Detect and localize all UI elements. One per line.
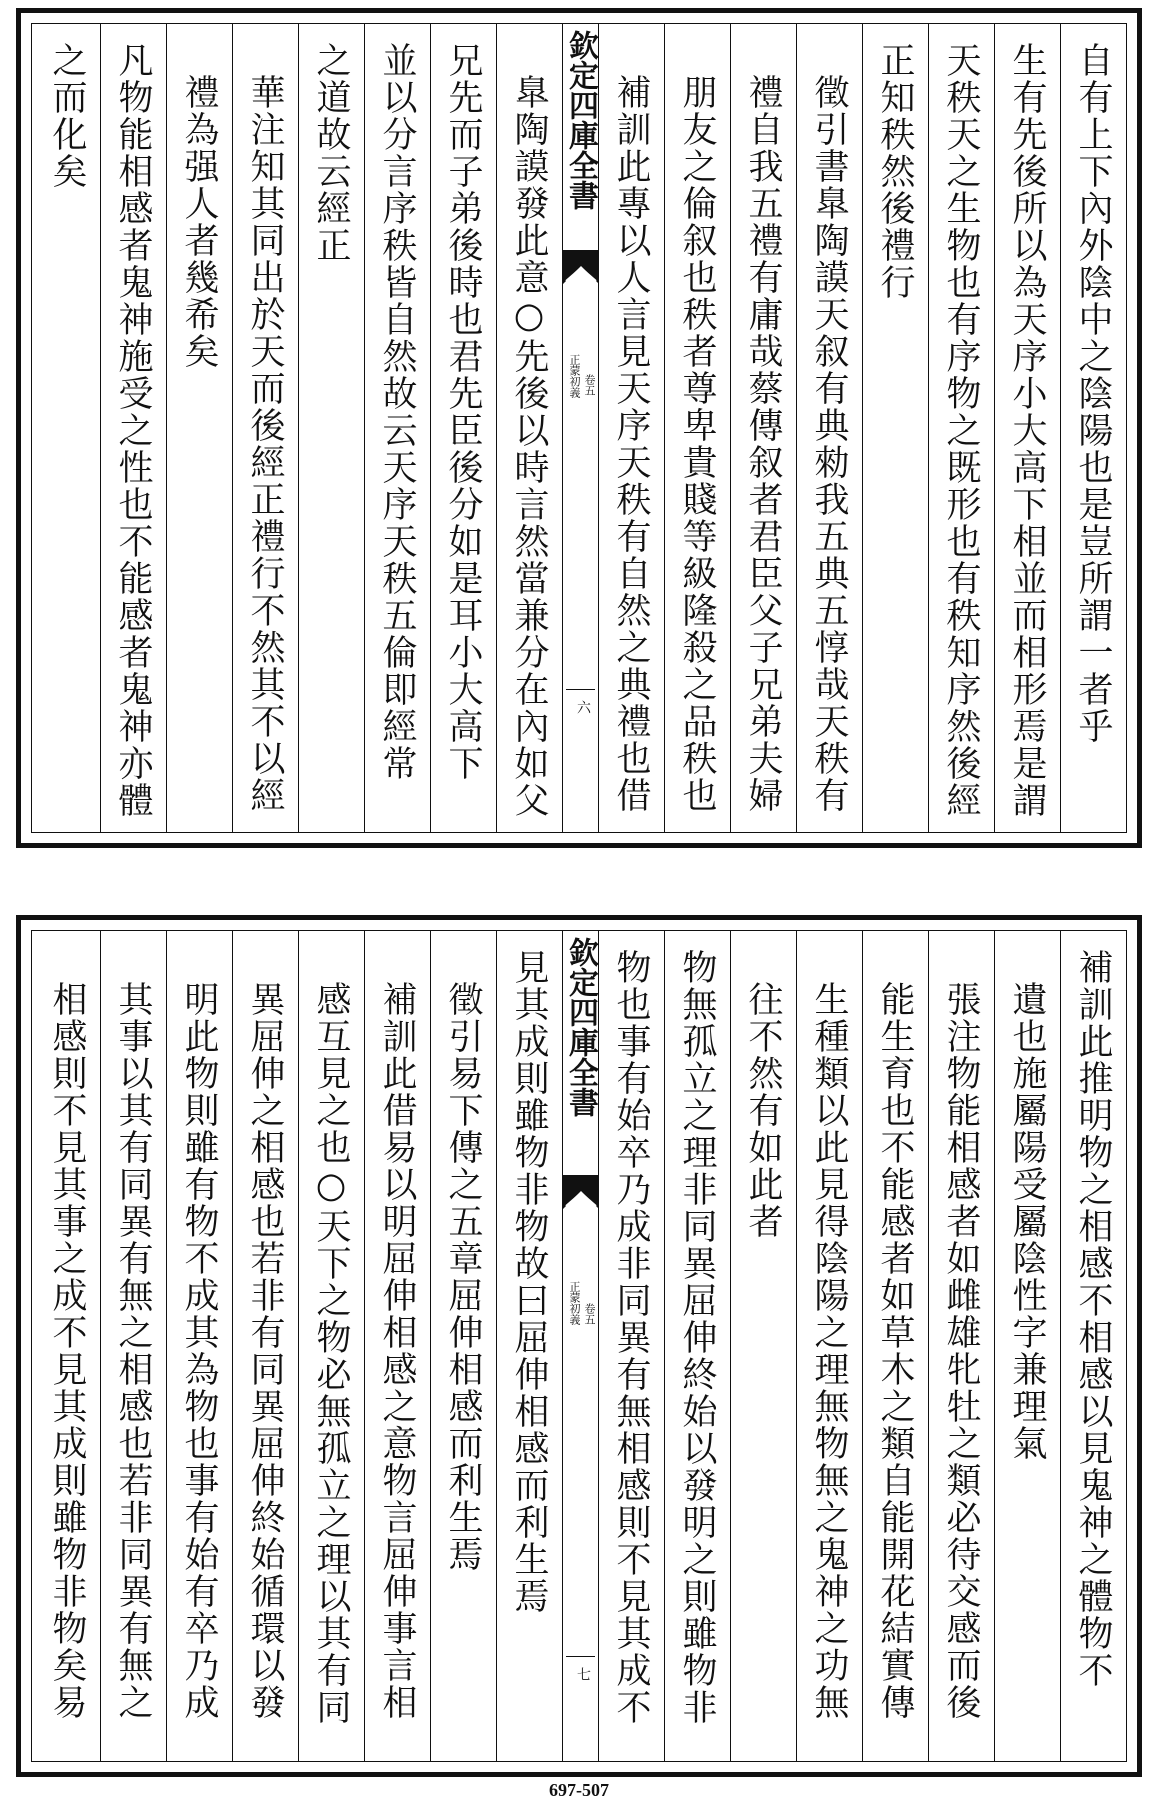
text-column: 徵引書臯陶謨天叙有典勑我五典五惇哉天秩有: [796, 24, 862, 832]
text-column: 正知秩然後禮行: [862, 24, 928, 832]
text-column: 補訓此借易以明屈伸相感之意物言屈伸事言相: [364, 931, 430, 1761]
text-column: 感互見之也○天下之物必無孤立之理以其有同: [298, 931, 364, 1761]
text-column: 並以分言序秩皆自然故云天序天秩五倫即經常: [364, 24, 430, 832]
text-column: 禮為强人者幾希矣: [166, 24, 232, 832]
text-column: 能生育也不能感者如草木之類自能開花結實傳: [862, 931, 928, 1761]
leaf-number: 七: [575, 1667, 591, 1681]
text-column: 見其成則雖物非物故曰屈伸相感而利生焉: [496, 931, 562, 1761]
text-grid-bottom: [31, 930, 1127, 1762]
text-column: 臯陶謨發此意○先後以時言然當兼分在內如父: [496, 24, 562, 832]
text-column: 之而化矣: [47, 42, 87, 190]
fishtail-mark-icon: [563, 1175, 599, 1209]
center-banner: [562, 24, 598, 832]
text-column: 凡物能相感者鬼神施受之性也不能感者鬼神亦體: [100, 24, 166, 832]
text-column: 朋友之倫叙也秩者尊卑貴賤等級隆殺之品秩也: [664, 24, 730, 832]
text-column: 補訓此推明物之相感不相感以見鬼神之體物不: [1060, 931, 1126, 1761]
text-column: 華注知其同出於天而後經正禮行不然其不以經: [232, 24, 298, 832]
text-column: 生種類以此見得陰陽之理無物無之鬼神之功無: [796, 931, 862, 1761]
text-column: 兄先而子弟後時也君先臣後分如是耳小大高下: [430, 24, 496, 832]
page-bottom: [16, 915, 1142, 1777]
banner-rule: [566, 689, 595, 690]
book-subtitle: 正蒙初義: [568, 1281, 581, 1325]
text-column: 生有先後所以為天序小大高下相並而相形焉是謂: [994, 24, 1060, 832]
volume-label: 卷五: [583, 374, 596, 396]
center-banner: [562, 931, 598, 1761]
book-title: 欽定四庫全書: [563, 30, 598, 210]
text-column: 明此物則雖有物不成其為物也事有始有卒乃成: [166, 931, 232, 1761]
text-grid-top: [31, 23, 1127, 833]
book-title: 欽定四庫全書: [563, 937, 598, 1117]
fishtail-mark-icon: [563, 250, 599, 284]
text-column: 之道故云經正: [298, 24, 364, 832]
text-column: 天秩天之生物也有序物之既形也有秩知序然後經: [928, 24, 994, 832]
book-subtitle: 正蒙初義: [568, 354, 581, 398]
page-top: [16, 8, 1142, 848]
text-column: 徵引易下傳之五章屈伸相感而利生焉: [430, 931, 496, 1761]
text-column: 遺也施屬陽受屬陰性字兼理氣: [994, 931, 1060, 1761]
text-column: 其事以其有同異有無之相感也若非同異有無之: [100, 931, 166, 1761]
banner-rule: [566, 1656, 595, 1657]
text-column: 補訓此專以人言見天序天秩有自然之典禮也借: [598, 24, 664, 832]
page-number: 697-507: [549, 1780, 609, 1800]
text-column: 禮自我五禮有庸哉蔡傳叙者君臣父子兄弟夫婦: [730, 24, 796, 832]
text-column: 往不然有如此者: [730, 931, 796, 1761]
text-column: 物無孤立之理非同異屈伸終始以發明之則雖物非: [664, 931, 730, 1761]
text-column: 異屈伸之相感也若非有同異屈伸終始循環以發: [232, 931, 298, 1761]
text-column: 相感則不見其事之成不見其成則雖物非物矣易: [47, 981, 87, 1721]
text-column: 物也事有始卒乃成非同異有無相感則不見其成不: [598, 931, 664, 1761]
volume-label: 卷五: [583, 1303, 596, 1325]
text-column: 自有上下內外陰中之陰陽也是豈所謂一者乎: [1060, 24, 1126, 832]
text-column: 張注物能相感者如雌雄牝牡之類必待交感而後: [928, 931, 994, 1761]
leaf-number: 六: [575, 700, 591, 714]
